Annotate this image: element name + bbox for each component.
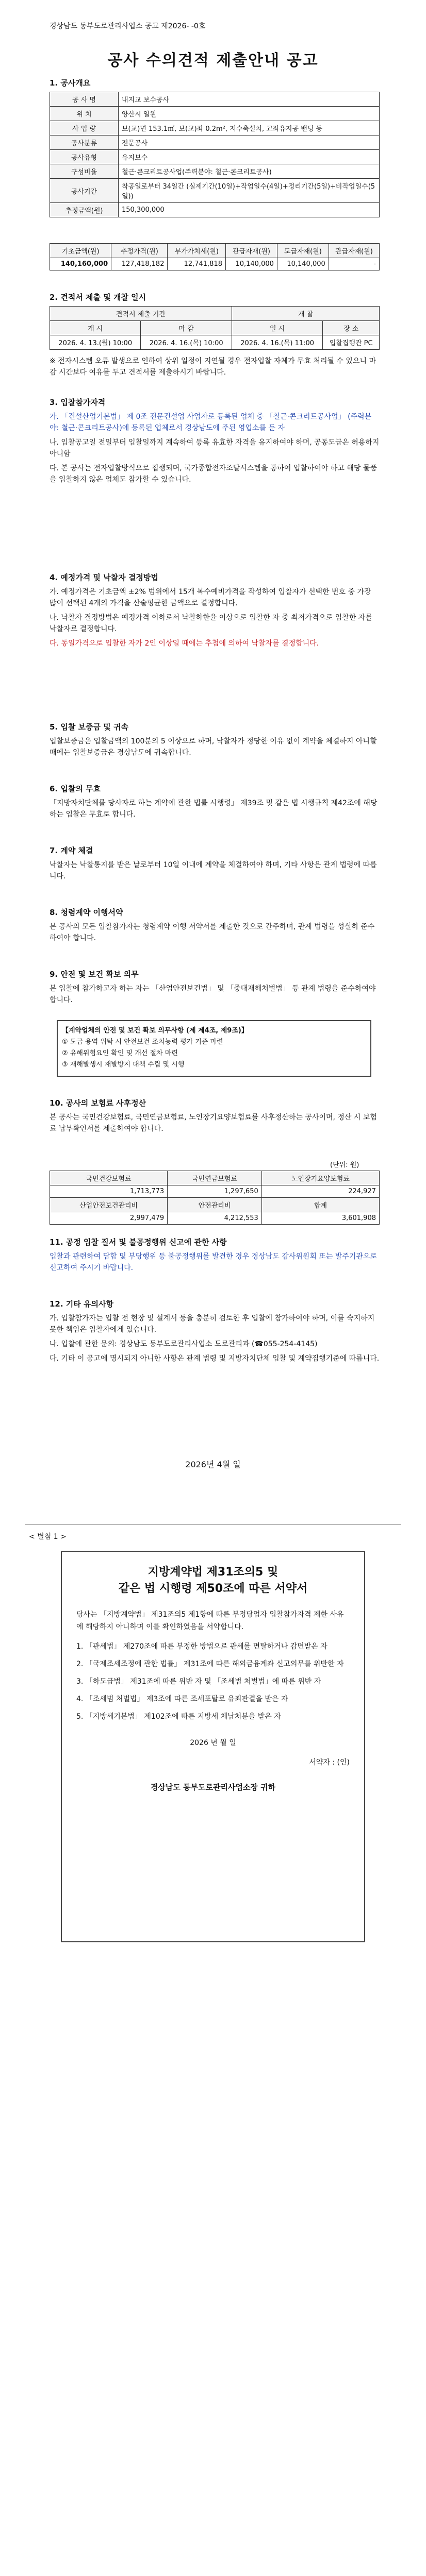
section-heading: 12. 기타 유의사항 — [50, 1299, 113, 1309]
table-row: 위 치 양산시 일원 — [50, 107, 380, 121]
section-body: 입찰보증금은 입찰금액의 100분의 5 이상으로 하며, 낙찰자가 정당한 이유 없이 계약을 체결하지 아니할 때에는 입찰보증금은 경상남도에 귀속합니다. — [50, 737, 377, 757]
table-row: 공사기간 착공일로부터 34일간 (실제기간(10일)+작업일수(4일)+정리기간(5일)+비작업일수(5일)) — [50, 179, 380, 203]
insurance-table: 국민건강보험료 국민연금보험료 노인장기요양보험료 1,713,773 1,297,650 224,927 산업안전보건관리비 안전관리비 합계 2,997,479 4,212,553 3,601,908 — [50, 1171, 380, 1225]
table-row: 공사분류 전문공사 — [50, 135, 380, 150]
section-body: 본 공사는 국민건강보험료, 국민연금보험료, 노인장기요양보험료를 사후정산하는 공사이며, 정산 시 보험료 납부확인서를 제출하여야 합니다. — [50, 1113, 377, 1133]
table-row: 구성비율 철근·콘크리트공사업(주력분야: 철근·콘크리트공사) — [50, 164, 380, 179]
section-heading: 1. 공사개요 — [50, 78, 91, 88]
section-body: 가. 예정가격은 기초금액 ±2% 범위에서 15개 복수예비가격을 작성하여 입찰자가 선택한 번호 중 가장 많이 선택된 4개의 가격을 산술평균한 금액으로 결정합니다. 나. 낙찰자 결정방법은 예정가격 이하로서 낙찰하한율 이상으로 입찰한 자 중 최저가격으로 입찰한 자를 낙찰자로 결정합니다. 다. 동일가격으로 입찰한 자가 2인 이상일 때에는 추첨에 의하여 낙찰자를 결정합니다. — [50, 588, 372, 648]
list-item: 3. 「하도급법」 제31조에 따른 위반 자 및 「조세범 처벌법」에 따른 위반 자 — [76, 1677, 321, 1686]
form-title: 지방계약법 제31조의5 및 같은 법 시행령 제50조에 따른 서약서 — [118, 1566, 308, 1595]
schedule-note: ※ 전자시스템 오류 발생으로 인하여 상위 일정이 지연될 경우 전자입찰 자체가 무효 처리될 수 있으니 마감 시간보다 여유를 두고 견적서를 제출하시기 바랍니다. — [50, 357, 376, 377]
form-signer: 서약자 : (인) — [309, 1758, 350, 1767]
section-body: 본 공사의 모든 입찰참가자는 청렴계약 이행 서약서를 제출한 것으로 간주하며, 관계 법령을 성실히 준수하여야 합니다. — [50, 923, 375, 942]
section-heading: 8. 청렴계약 이행서약 — [50, 908, 123, 917]
section-body: 낙찰자는 낙찰통지를 받은 날로부터 10일 이내에 계약을 체결하여야 하며, 기타 사항은 관계 법령에 따릅니다. — [50, 861, 377, 880]
page-title: 공사 수의견적 제출안내 공고 — [107, 52, 319, 70]
list-item: 4. 「조세범 처벌법」 제3조에 따른 조세포탈로 유죄판결을 받은 자 — [76, 1695, 288, 1703]
form-body: 당사는 「지방계약법」 제31조의5 제1항에 따른 부정당업자 입찰참가자격 제한 사유에 해당하지 아니하며 이를 확인하였음을 서약합니다. — [76, 1611, 344, 1631]
annex-label: < 별첨 1 > — [29, 1533, 67, 1541]
form-items — [76, 1640, 350, 1723]
section-heading: 9. 안전 및 보건 확보 의무 — [50, 970, 139, 979]
notice-number: 경상남도 동부도로관리사업소 공고 제2026- -0호 — [50, 22, 206, 30]
section-heading: 2. 견적서 제출 및 개찰 일시 — [50, 293, 146, 302]
form-date: 2026 년 월 일 — [190, 1739, 236, 1747]
section-heading: 5. 입찰 보증금 및 귀속 — [50, 722, 128, 732]
section-body: 가. 「건설산업기본법」 제 0조 전문건설업 사업자로 등록된 업체 중 「철근·콘크리트공사업」 (주력분야: 철근·콘크리트공사)에 등록된 업체로서 경상남도에 주된 영업소를 둔 자 나. 입찰공고일 전일부터 입찰일까지 계속하여 등록 유효한 자격을 유지하여야 하며, 공동도급은 허용하지 아니함 다. 본 공사는 전자입찰방식으로 집행되며, 국가종합전자조달시스템을 통하여 입찰하여야 하고 해당 물품을 입찰하지 않은 업체도 참가할 수 있습니다. — [50, 413, 380, 484]
list-item: 1. 「관세법」 제270조에 따른 부정한 방법으로 관세를 면탈하거나 감면받은 자 — [76, 1642, 327, 1651]
section-heading: 7. 계약 체결 — [50, 846, 93, 855]
safety-box: 【계약업체의 안전 및 보건 확보 의무사항 (제 제4조, 제9조)】 ① 도급 용역 위탁 시 안전보건 조치능력 평가 기준 마련 ② 유해위험요인 확인 및 개선 절차 마련 ③ 재해발생시 재발방지 대책 수립 및 시행 — [57, 1020, 371, 1077]
table-row: 사 업 량 보(교)면 153.1㎡, 보(교)좌 0.2m², 저수축설치, 교좌유지공 밴딩 등 — [50, 121, 380, 135]
section-heading: 11. 공정 입찰 질서 및 불공정행위 신고에 관한 사항 — [50, 1238, 227, 1247]
table-row: 추정금액(원) 150,300,000 — [50, 203, 380, 217]
list-item: 5. 「지방세기본법」 제102조에 따른 지방세 체납처분을 받은 자 — [76, 1713, 281, 1721]
section-heading: 6. 입찰의 무효 — [50, 784, 101, 793]
section-heading: 10. 공사의 보험료 사후정산 — [50, 1098, 146, 1108]
section-body: 가. 입찰참가자는 입찰 전 현장 및 설계서 등을 충분히 검토한 후 입찰에 참가하여야 하며, 이를 숙지하지 못한 책임은 입찰자에게 있습니다. 나. 입찰에 관한 문의: 경상남도 동부도로관리사업소 도로관리과 (☎055-254-4145) 다. 기타 이 공고에 명시되지 아니한 사항은 관계 법령 및 지방자치단체 입찰 및 계약집행기준에 따릅니다. — [50, 1314, 380, 1363]
table-row: 공사유형 유지보수 — [50, 150, 380, 164]
notice-date: 2026년 4월 일 — [185, 1460, 241, 1469]
section-heading: 4. 예정가격 및 낙찰자 결정방법 — [50, 573, 158, 582]
overview-table — [50, 92, 380, 217]
pledge-form — [61, 1551, 365, 1942]
section-body: 「지방자치단체를 당사자로 하는 계약에 관한 법률 시행령」 제39조 및 같은 법 시행규칙 제42조에 해당하는 입찰은 무효로 합니다. — [50, 799, 378, 819]
section-heading: 3. 입찰참가자격 — [50, 398, 106, 407]
section-body: 본 입찰에 참가하고자 하는 자는 「산업안전보건법」 및 「중대재해처벌법」 등 관계 법령을 준수하여야 합니다. — [50, 985, 376, 1004]
insurance-unit: (단위: 원) — [330, 1161, 359, 1169]
schedule-table: 견적서 제출 기간 개 찰 개 시 마 감 일 시 장 소 2026. 4. 13.(월) 10:00 2026. 4. 16.(목) 10:00 2026. 4. 16.(목) 11:00 입찰집행관 PC — [50, 306, 380, 350]
table-row: 공 사 명 내지교 보수공사 — [50, 92, 380, 107]
form-recipient: 경상남도 동부도로관리사업소장 귀하 — [150, 1783, 276, 1792]
section-body: 입찰과 관련하여 담합 및 부당행위 등 불공정행위를 발견한 경우 경상남도 감사위원회 또는 발주기관으로 신고하여 주시기 바랍니다. — [50, 1252, 377, 1272]
cost-table: 기초금액(원) 추정가격(원) 부가가치세(원) 관급자재(원) 도급자재(원) 관급자재(원) 140,160,000 127,418,182 12,741,818 10,140,000 10,140,000 - — [50, 243, 380, 270]
list-item: 2. 「국제조세조정에 관한 법률」 제31조에 따른 해외금융계좌 신고의무를 위반한 자 — [76, 1660, 344, 1668]
